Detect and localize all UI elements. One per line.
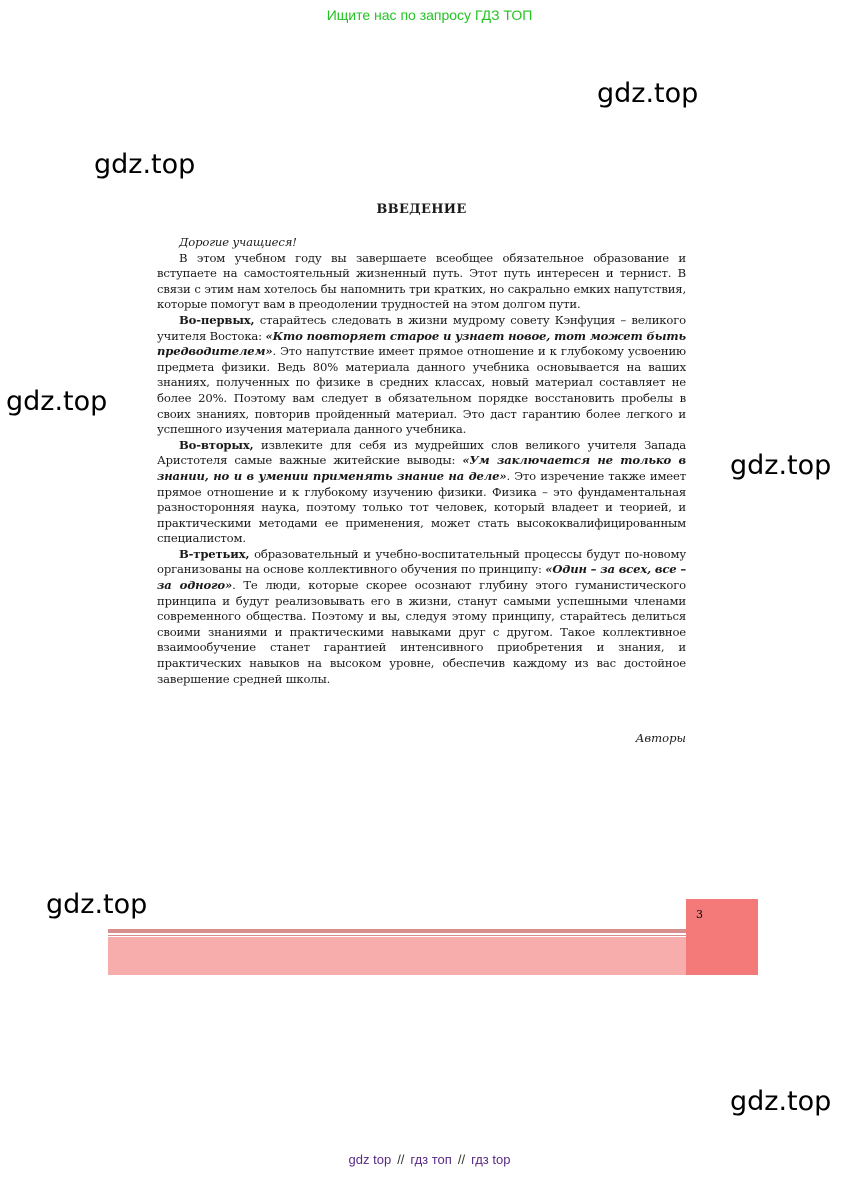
link-gdz-top-mixed[interactable]: гдз top xyxy=(471,1152,511,1167)
footer-rule xyxy=(108,929,686,933)
article-body xyxy=(157,235,686,687)
top-banner[interactable]: Ищите нас по запросу ГДЗ ТОП xyxy=(326,7,533,23)
link-separator: // xyxy=(457,1152,466,1167)
watermark: gdz.top xyxy=(597,78,699,109)
link-separator: // xyxy=(397,1152,405,1167)
greeting: Дорогие учащиеся! xyxy=(179,235,297,249)
paragraph-lead: В-третьих, xyxy=(179,546,250,561)
paragraph-1: В этом учебном году вы завершаете всеобщее обязательное образование и вступаете на самостоятельный жизненный путь. Этот путь интересен и тернист. В связи с этим нам хотелось бы напомнить три кратких, но сакрально емких напутствия, которые помогут вам в преодолении трудностей на этом долгом пути. xyxy=(157,250,686,312)
quote: «Ум заключается не только в знании, но и в умении применять знание на деле» xyxy=(157,453,686,483)
paragraph-text: . Это напутствие имеет прямое отношение и к глубокому усвоению предмета физики. Ведь 80% материала данного учебника основывается на ваших знаниях, полученных по физике в средних классах, новый материал составляет не более 20%. Поэтому вам следует в обязательном порядке восстановить пробелы в своих знаниях, повторив пройденный материал. Это даст гарантию более легкого и успешного изучения материала данного учебника. xyxy=(157,344,686,437)
paragraph-text: . Это изречение также имеет прямое отношение и к глубокому изучению физики. Физика – это фундаментальная разносторонняя наука, поэтому только тот человек, который владеет и теорией, и практическими методами ее применения, может стать высококвалифицированным специалистом. xyxy=(157,468,686,546)
footer-rule xyxy=(108,935,686,936)
paragraph-3 xyxy=(157,438,686,547)
paragraph-text: старайтесь следовать в жизни мудрому совету Кэнфуция – великого учителя Востока: xyxy=(157,312,686,343)
quote: «Кто повторяет старое и узнает новое, тот может быть предводителем» xyxy=(157,328,686,359)
watermark: gdz.top xyxy=(730,450,832,481)
link-gdz-top-ru[interactable]: гдз топ xyxy=(410,1152,452,1167)
paragraph-4 xyxy=(157,547,686,687)
paragraph-text: извлеките для себя из мудрейших слов великого учителя Запада Аристотеля самые важные житейские выводы: xyxy=(157,437,686,468)
paragraph-lead: Во-первых, xyxy=(179,312,255,327)
paragraph-text: . Те люди, которые скорее осознают глубину этого гуманистического принципа и будут реализовывать его в жизни, станут самыми успешными членами современного общества. Поэтому и вы, следуя этому принципу, старайтесь делиться своими знаниями и практическими навыками друг с другом. Такое коллективное взаимообучение станет гарантией интенсивного приобретения и знания, и практических навыков на высоком уровне, обеспечив каждому из вас достойное завершение средней школы. xyxy=(157,578,686,686)
watermark: gdz.top xyxy=(46,889,148,920)
quote: «Один – за всех, все – за одного» xyxy=(157,562,686,593)
watermark: gdz.top xyxy=(730,1086,832,1117)
paragraph-text: образовательный и учебно-воспитательный процессы будут по-новому организованы на основе коллективного обучения по принципу: xyxy=(157,546,686,577)
paragraph-lead: Во-вторых, xyxy=(179,437,254,452)
page-title: ВВЕДЕНИЕ xyxy=(376,202,467,217)
footer-bar xyxy=(108,937,686,975)
watermark: gdz.top xyxy=(6,386,108,417)
paragraph-2 xyxy=(157,313,686,438)
page-number: 3 xyxy=(696,908,703,921)
signature: Авторы xyxy=(635,731,686,745)
bottom-links xyxy=(0,1152,859,1167)
link-gdz-top[interactable]: gdz top xyxy=(348,1152,392,1167)
watermark: gdz.top xyxy=(94,149,196,180)
